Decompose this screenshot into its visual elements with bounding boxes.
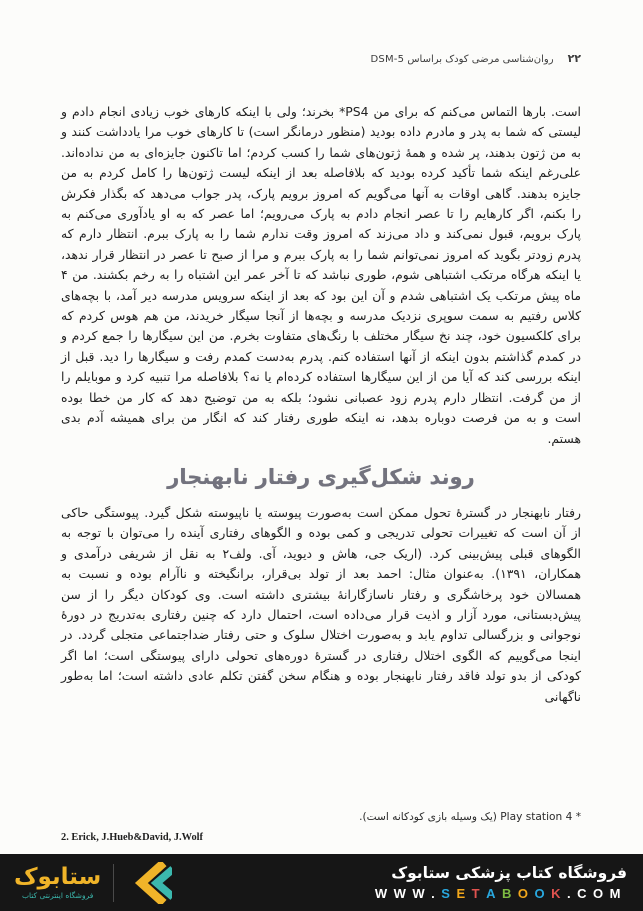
- footer-divider: [113, 864, 114, 902]
- store-url: WWW.SETABOOK.COM: [374, 886, 627, 901]
- page-number: ۲۲: [567, 52, 581, 65]
- setabook-logo-wordmark: ستابوک: [14, 864, 102, 890]
- store-title: فروشگاه کتاب پزشکی ستابوک: [391, 864, 627, 882]
- footer-logo-area: [14, 862, 172, 904]
- footnote-authors: 2. Erick, J.Hueb&David, J.Wolf: [61, 832, 204, 843]
- footnote-playstation: * Play station 4 (یک وسیله بازی کودکانه است).: [359, 811, 581, 823]
- footer-text-area: [375, 864, 627, 901]
- setabook-chevron-icon: [126, 862, 172, 904]
- setabook-logo: [14, 865, 101, 900]
- body-paragraph-1: است. بارها التماس می‌کنم که برای من PS4* بخرند؛ ولی با اینکه کارهای خوب زیادی انجام دادم و لیستی که شما به پدر و مادرم داده بودید (منظور درمانگر است) تا کارهای خوب مرا یادداشت کنند و به من ژتون بدهند، پر شده و همهٔ ژتون‌های شما را کسب کردم؛ اما تاکنون جایزه‌ای به من نداده‌اند. علی‌رغم اینکه شما تأکید کرده بودید که بلافاصله بعد از اینکه لیست ژتون‌ها را کامل کردم به من جایزه بدهند. گاهی اوقات به آنها می‌گویم که امروز برویم پارک، پدر جواب می‌دهد که بگذار فکرش را بکنم، اگر کارهایم را تا عصر انجام دادم به پارک می‌رویم؛ اما عصر که به او یادآوری می‌کنم به پارک برویم، قبول نمی‌کند و داد می‌زند که امروز وقت ندارم شما را به پارک ببرم. انتظار دارم که پدرم زودتر بگوید که امروز نمی‌توانم شما را به پارک ببرم و مرا از صبح تا عصر در انتظار قرار ندهد، یا اینکه هرگاه مرتکب اشتباهی شوم، طوری نباشد که تا آخر عمر این اشتباه را به رخم بکشند. من ۴ ماه پیش مرتکب یک اشتباهی شدم و آن این بود که بعد از اینکه سرویس مدرسه دیر آمد، با بچه‌های کلاس رفتیم به سمت سوپری نزدیک مدرسه و بچه‌ها از آنجا سیگار خریدند، من هم هوس کردم که برای کلکسیون خود، چند نخ سیگار مختلف با رنگ‌های متفاوت بخرم. من این سیگارها را جمع کردم و در کمدم گذاشتم بدون اینکه از آنها استفاده کنم. پدرم به‌دست کمدم رفت و سیگارها را دید. قبل از اینکه بررسی کند که آیا من از این سیگارها استفاده کرده‌ام یا نه؟ بلافاصله مرا تنبیه کرد و موبایلم را از من گرفت. انتظار دارم پدرم زود عصبانی نشود؛ بلکه به من توضیح دهد که کار من خطا بوده است و به من فرصت دوباره بدهد، نه اینکه طوری رفتار کند که انگار من برای همیشه آدم بدی هستم.: [61, 104, 581, 446]
- publisher-footer-banner: [0, 854, 643, 911]
- page-content: [61, 102, 581, 707]
- setabook-logo-subtitle: فروشگاه اینترنتی کتاب: [21, 891, 94, 900]
- body-paragraph-2: رفتار نابهنجار در گسترهٔ تحول ممکن است به‌صورت پیوسته یا ناپیوسته شکل گیرد. پیوستگی حاکی از آن است که تغییرات تحولی تدریجی و کمی بوده و الگوهای رفتاری آینده را می‌توان با توجه به الگوهای قبلی پیش‌بینی کرد. (اریک جی، هاش و دیوید، آی. ولف۲ به نقل از شریفی درآمدی و همکاران، ۱۳۹۱). به‌عنوان مثال: احمد بعد از تولد بی‌قرار، برانگیخته و ناآرام بوده و نسبت به همسالان خود پرخاشگری و رفتار ناسازگارانهٔ بیشتری داشته است. وی کودکان دیگر را از سن پیش‌دبستانی، مورد آزار و اذیت قرار می‌داده است، احتمال دارد که چنین رفتاری به‌تدریج در دورهٔ نوجوانی و بزرگسالی تداوم یابد و به‌صورت اختلال سلوک و حتی رفتار ضداجتماعی متجلی گردد. در اینجا می‌گوییم که الگوی اختلال رفتاری در گسترهٔ دوره‌های تحولی دارای پیوستگی است؛ اما اگر کودکی از بدو تولد فاقد رفتار نابهنجار بوده و هنگام سخن گفتن تکلم عادی داشته است؛ اما به‌طور ناگهانی: [61, 504, 581, 704]
- running-header: [371, 52, 582, 65]
- section-heading: روند شکل‌گیری رفتار نابهنجار: [167, 464, 475, 489]
- footnotes: [61, 811, 581, 843]
- book-title: روان‌شناسی مرضی کودک براساس DSM-5: [370, 54, 554, 65]
